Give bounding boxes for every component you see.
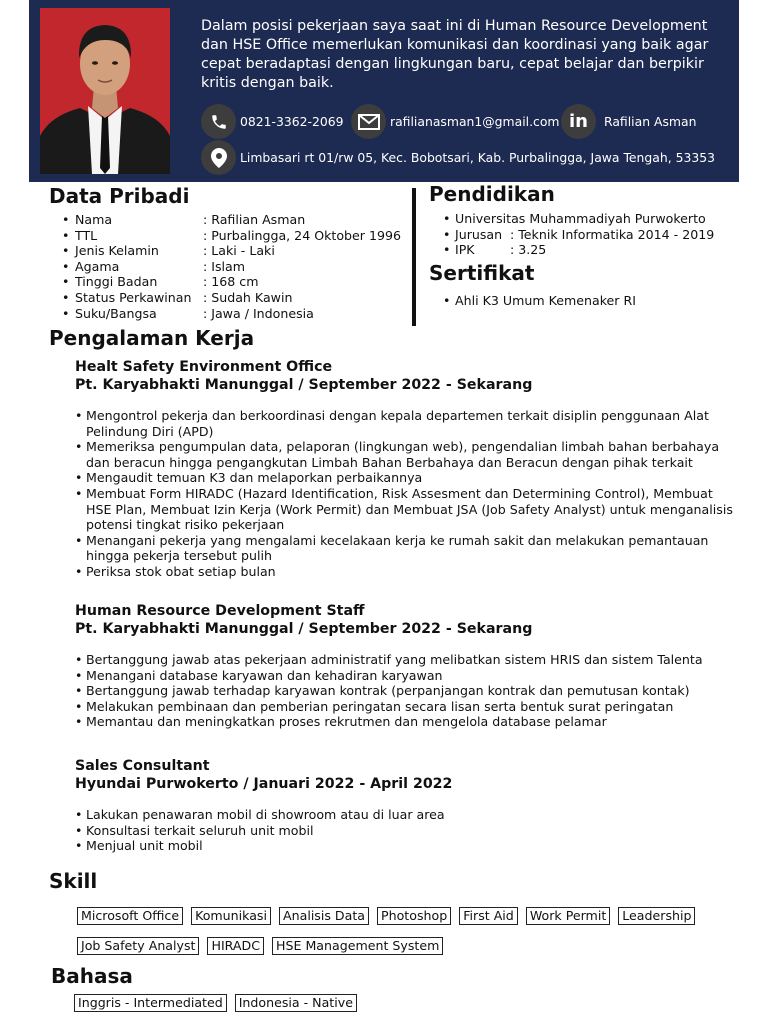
certificate-heading: Sertifikat [429,261,535,285]
column-divider [412,188,416,326]
skill-tag: Komunikasi [191,907,271,925]
language-tags [74,994,357,1012]
home-address: Limbasari rt 01/rw 05, Kec. Bobotsari, Kab. Purbalingga, Jawa Tengah, 53353 [240,150,716,165]
skill-tags-row-1 [77,907,695,925]
duty-item: • Menangani database karyawan dan kehadiran karyawan [75,668,735,684]
personal-value: : Jawa / Indonesia [203,305,314,321]
duty-item: • Melakukan pembinaan dan pemberian peringatan secara lisan serta bentuk surat peringatan [75,699,735,715]
personal-key: • Tinggi Badan [62,274,203,290]
university-item: • Universitas Muhammadiyah Purwokerto [443,211,714,227]
experience-heading: Pengalaman Kerja [49,326,255,350]
personal-row [62,228,401,244]
personal-value: : Sudah Kawin [203,289,293,305]
skill-tag: HSE Management System [272,937,443,955]
duty-item: • Konsultasi terkait seluruh unit mobil [75,823,735,839]
phone-icon [201,104,236,139]
skill-tag: Work Permit [526,907,610,925]
skill-tag: Analisis Data [279,907,369,925]
gpa-key: • IPK [455,242,475,258]
location-pin-icon [201,140,236,175]
job-entry-hse [75,358,735,580]
major-item [443,227,714,243]
personal-key: • TTL [62,228,203,244]
personal-value: : Purbalingga, 24 Oktober 1996 [203,227,402,243]
duty-item: • Bertanggung jawab terhadap karyawan kontrak (perpanjangan kontrak dan pemutusan kontak) [75,683,735,699]
duty-item: • Lakukan penawaran mobil di showroom atau di luar area [75,807,735,823]
skill-tag: Microsoft Office [77,907,183,925]
skill-tags-row-2 [77,937,443,955]
skill-tag: HIRADC [207,937,264,955]
address-contact [201,140,715,175]
duty-item: • Menangani pekerja yang mengalami kecelakaan kerja ke rumah sakit dan melakukan pemantauan hingga pekerja tersebut pulih [75,533,735,564]
job-role: Healt Safety Environment Office [75,359,333,375]
linkedin-name: Rafilian Asman [604,114,697,129]
skill-tag: First Aid [459,907,518,925]
duty-item: • Mengontrol pekerja dan berkoordinasi dengan kepala departemen terkait disiplin penggunaan Alat Pelindung Diri (APD) [75,408,735,439]
job-entry-sales [75,757,735,854]
job-company: Hyundai Purwokerto / Januari 2022 - April 2022 [75,776,453,792]
gpa-item [443,242,714,258]
personal-key: • Agama [62,259,203,275]
skill-tag: Job Safety Analyst [77,937,199,955]
job-role: Sales Consultant [75,758,210,774]
personal-value: : Laki - Laki [203,243,275,259]
duty-item: • Membuat Form HIRADC (Hazard Identification, Risk Assesment dan Determining Control), Membuat HSE Plan, Membuat Izin Kerja (Work Permit) dan Membuat JSA (Job Safety Analyst) untuk menganalisis potensi tingkat risiko pekerjaan [75,486,735,533]
profile-photo [40,8,170,174]
job-entry-hrd [75,602,735,730]
duty-item: • Bertanggung jawab atas pekerjaan administratif yang melibatkan sistem HRIS dan sistem Talenta [75,652,735,668]
job-duties [75,652,735,730]
phone-number: 0821-3362-2069 [240,114,344,129]
personal-row [62,306,401,322]
person-portrait-icon [40,8,170,174]
certificate-item: • Ahli K3 Umum Kemenaker RI [443,293,636,309]
education-list [443,211,714,258]
personal-row [62,212,401,228]
job-role: Human Resource Development Staff [75,603,365,619]
personal-key: • Status Perkawinan [62,290,203,306]
language-heading: Bahasa [51,964,133,988]
duty-item: • Memantau dan meningkatkan proses rekrutmen dan mengelola database pelamar [75,714,735,730]
job-company: Pt. Karyabhakti Manunggal / September 2022 - Sekarang [75,377,533,393]
major-value: : Teknik Informatika 2014 - 2019 [510,226,715,242]
personal-row [62,259,401,275]
job-company: Pt. Karyabhakti Manunggal / September 2022 - Sekarang [75,621,533,637]
personal-data-list [62,212,401,321]
job-duties [75,807,735,854]
duty-item: • Menjual unit mobil [75,838,735,854]
linkedin-icon: in [561,104,596,139]
phone-contact[interactable] [201,104,344,139]
personal-key: • Nama [62,212,203,228]
duty-item: • Periksa stok obat setiap bulan [75,564,735,580]
personal-value: : Islam [203,258,246,274]
personal-data-heading: Data Pribadi [49,184,190,208]
certificate-list [443,293,636,309]
header-banner [29,0,739,182]
personal-row [62,243,401,259]
skill-tag: Leadership [618,907,695,925]
profile-summary: Dalam posisi pekerjaan saya saat ini di Human Resource Development dan HSE Office memerlukan komunikasi dan koordinasi yang baik agar cepat beradaptasi dengan lingkungan baru, cepat belajar dan berpikir kritis dengan baik. [201,18,709,91]
language-tag: Indonesia - Native [235,994,357,1012]
personal-key: • Jenis Kelamin [62,243,203,259]
email-address: rafilianasman1@gmail.com [390,114,560,129]
email-contact[interactable] [351,104,559,139]
duty-item: • Mengaudit temuan K3 dan melaporkan perbaikannya [75,470,735,486]
personal-row [62,274,401,290]
skill-heading: Skill [49,869,98,893]
linkedin-contact[interactable] [561,104,696,139]
job-duties [75,408,735,580]
personal-value: : 168 cm [203,274,259,290]
gpa-value: : 3.25 [510,242,547,258]
personal-row [62,290,401,306]
personal-value: : Rafilian Asman [203,212,306,227]
skill-tag: Photoshop [377,907,451,925]
education-heading: Pendidikan [429,182,555,206]
personal-key: • Suku/Bangsa [62,306,203,322]
duty-item: • Memeriksa pengumpulan data, pelaporan (lingkungan web), pengendalian limbah bahan berbahaya dan beracun hingga pengangkutan Limbah Bahan Berbahaya dan Beracun dengan pihak terkait [75,439,735,470]
major-key: • Jurusan [455,226,503,242]
mail-icon [351,104,386,139]
language-tag: Inggris - Intermediated [74,994,227,1012]
